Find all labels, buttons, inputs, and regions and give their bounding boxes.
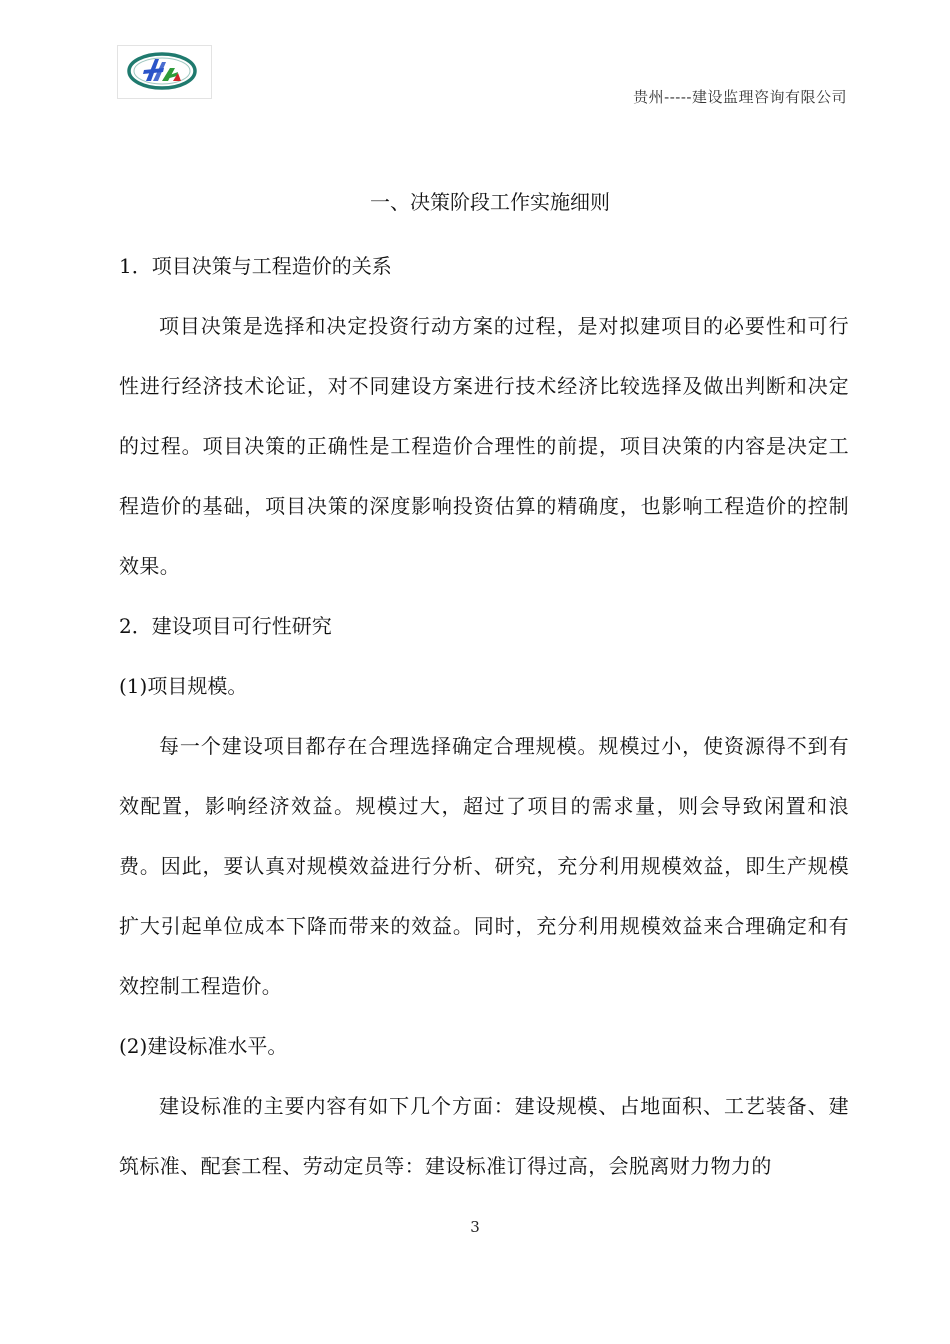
heading-feasibility-study: 2．建设项目可行性研究: [119, 614, 332, 638]
company-logo: [117, 45, 212, 99]
page-number: 3: [470, 1218, 480, 1236]
paragraph-construction-standard: 建设标准的主要内容有如下几个方面：建设规模、占地面积、工艺装备、建筑标准、配套工程、劳动定员等：建设标准订得过高，会脱离财力物力的: [119, 1094, 849, 1178]
heading-construction-standard: (2)建设标准水平。: [119, 1034, 288, 1058]
company-logo-icon: [118, 46, 211, 98]
heading-decision-cost-relation: 1．项目决策与工程造价的关系: [119, 254, 392, 278]
header-divider: [117, 111, 847, 112]
document-body: [119, 176, 849, 1196]
paragraph-project-scale: 每一个建设项目都存在合理选择确定合理规模。规模过小，使资源得不到有效配置，影响经济效益。规模过大，超过了项目的需求量，则会导致闲置和浪费。因此，要认真对规模效益进行分析、研究，充分利用规模效益，即生产规模扩大引起单位成本下降而带来的效益。同时，充分利用规模效益来合理确定和有效控制工程造价。: [119, 734, 849, 998]
heading-project-scale: (1)项目规模。: [119, 674, 248, 698]
company-name: 贵州-----建设监理咨询有限公司: [633, 88, 847, 106]
section-title: 一、决策阶段工作实施细则: [370, 190, 610, 214]
paragraph-decision-process: 项目决策是选择和决定投资行动方案的过程，是对拟建项目的必要性和可行性进行经济技术论证，对不同建设方案进行技术经济比较选择及做出判断和决定的过程。项目决策的正确性是工程造价合理性的前提，项目决策的内容是决定工程造价的基础，项目决策的深度影响投资估算的精确度，也影响工程造价的控制效果。: [119, 314, 849, 578]
